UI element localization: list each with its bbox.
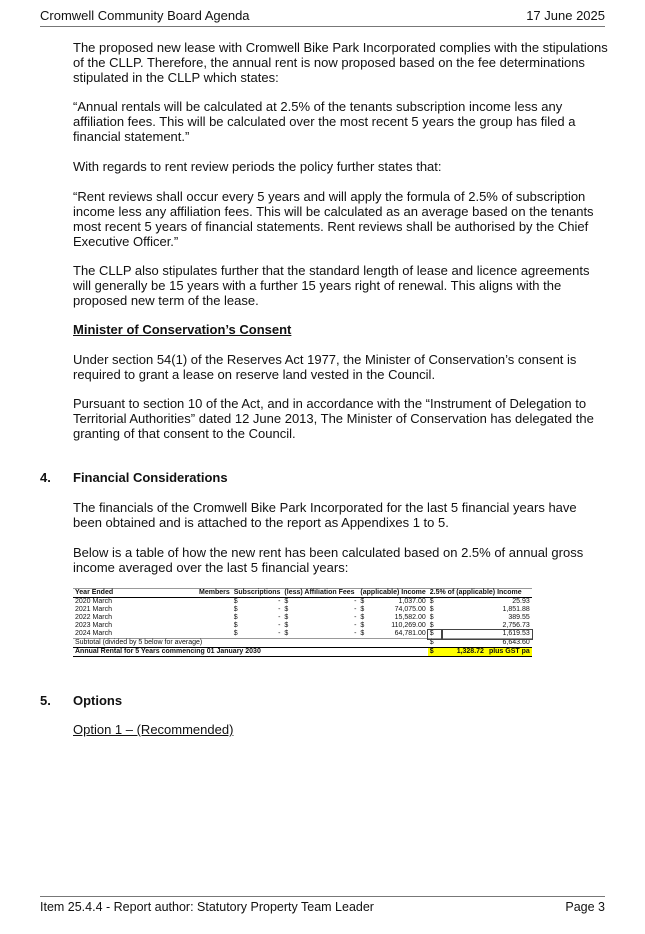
table-subtotal-row: Subtotal (divided by 5 below for average) $ 6,643.60 bbox=[75, 639, 530, 646]
table-header-row: Year Ended Members Subscriptions (less) Affiliation Fees (applicable) Income 2.5% of (applicable) Income bbox=[73, 589, 532, 598]
paragraph-cllp-compliance: The proposed new lease with Cromwell Bike Park Incorporated complies with the stipulations of the CLLP. Therefore, the annual rent is now proposed based on the fee determinations stipulated in the CLLP which states: bbox=[73, 40, 608, 85]
page-header bbox=[40, 8, 605, 27]
footer-page-number: Page 3 bbox=[565, 900, 605, 914]
paragraph-delegation: Pursuant to section 10 of the Act, and in accordance with the “Instrument of Delegation to Territorial Authorities” dated 12 June 2013, The Minister of Conservation has delegated the granting of that consent to the Council. bbox=[73, 396, 594, 441]
rent-calculation-table bbox=[73, 588, 532, 657]
page-footer bbox=[40, 896, 605, 920]
table-total-row: Annual Rental for 5 Years commencing 01 January 2030 $ 1,328.72 plus GST pa bbox=[75, 648, 530, 655]
paragraph-financials: The financials of the Cromwell Bike Park Incorporated for the last 5 financial years have been obtained and is attached to the report as Appendixes 1 to 5. bbox=[73, 500, 577, 530]
subheading-minister-consent: Minister of Conservation’s Consent bbox=[73, 322, 292, 337]
footer-author: Item 25.4.4 - Report author: Statutory Property Team Leader bbox=[40, 900, 374, 914]
header-title: Cromwell Community Board Agenda bbox=[40, 8, 250, 23]
paragraph-table-intro: Below is a table of how the new rent has been calculated based on 2.5% of annual gross income averaged over the last 5 financial years: bbox=[73, 545, 584, 575]
paragraph-reserves-act: Under section 54(1) of the Reserves Act 1977, the Minister of Conservation’s consent is required to grant a lease on reserve land vested in the Council. bbox=[73, 352, 577, 382]
table-row: 2020 March $ - $ - $ 1,037.00 $ 25.93 bbox=[75, 598, 530, 605]
paragraph-lease-length: The CLLP also stipulates further that the standard length of lease and licence agreements will generally be 15 years with a further 15 years right of renewal. This aligns with the proposed new term of the lease. bbox=[73, 263, 590, 308]
table-row: 2024 March $ - $ - $ 64,781.00 $ 1,619.53 bbox=[75, 630, 530, 637]
table-row: 2022 March $ - $ - $ 15,582.00 $ 389.55 bbox=[75, 614, 530, 621]
paragraph-rent-review-quote: “Rent reviews shall occur every 5 years and will apply the formula of 2.5% of subscription income less any affiliation fees. This will be calculated as an average based on the tenants most recent 5 years of financial statements. Rent reviews shall be authorised by the Chief Executive Officer.” bbox=[73, 189, 594, 249]
annual-rental-value: 1,328.72 bbox=[456, 648, 484, 655]
option-1-heading: Option 1 – (Recommended) bbox=[73, 722, 234, 737]
table-row: 2023 March $ - $ - $ 110,269.00 $ 2,756.73 bbox=[75, 622, 530, 629]
paragraph-annual-rentals-quote: “Annual rentals will be calculated at 2.5% of the tenants subscription income less any affiliation fees. This will be calculated over the most recent 5 years the group has filed a financial statement.” bbox=[73, 99, 576, 144]
paragraph-rent-review-intro: With regards to rent review periods the policy further states that: bbox=[73, 159, 442, 174]
table-row: 2021 March $ - $ - $ 74,075.00 $ 1,851.88 bbox=[75, 606, 530, 613]
gst-note: plus GST pa bbox=[488, 648, 530, 655]
header-date: 17 June 2025 bbox=[526, 8, 605, 23]
